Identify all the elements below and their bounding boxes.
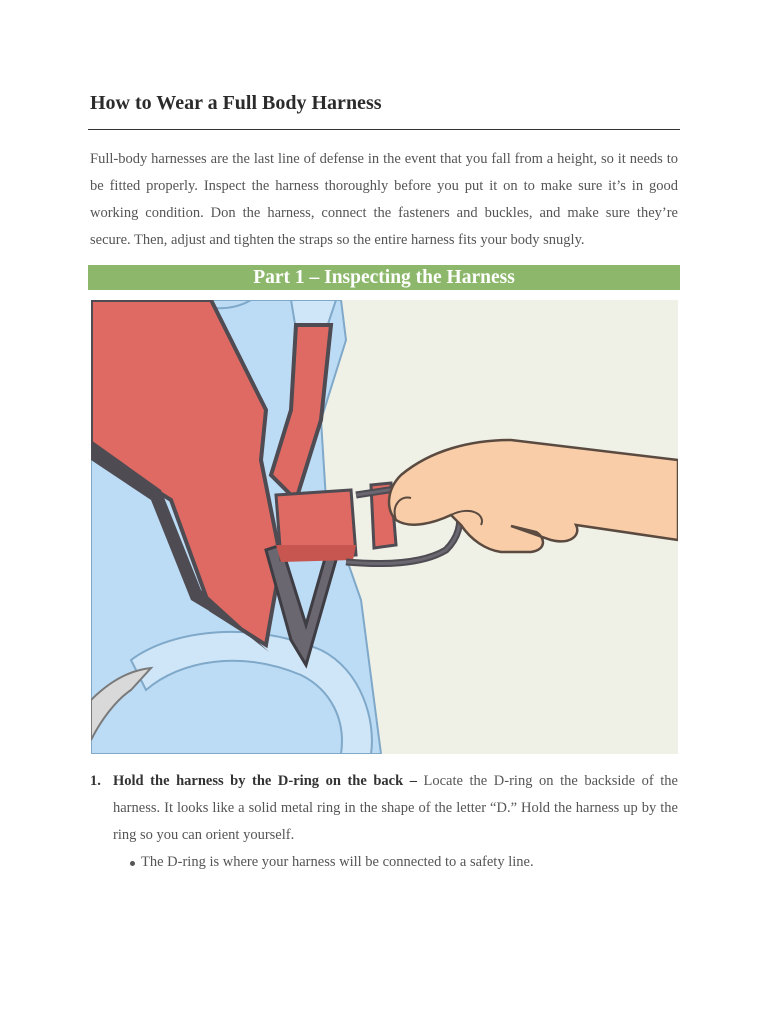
step-number: 1.	[90, 773, 101, 789]
intro-paragraph: Full-body harnesses are the last line of defense in the event that you fall from a height, so it needs to be fitted properly. Inspect the harness thoroughly before you put it on to make sure it’s in good working condition. Don the harness, connect the fasteners and buckles, and make sure they’re secure. Then, adjust and tighten the straps so the entire harness fits your body snugly.	[90, 151, 678, 248]
step-bullets	[113, 849, 678, 876]
bullet-dot-icon	[130, 861, 135, 866]
step-heading: Hold the harness by the D-ring on the back –	[113, 773, 417, 789]
section-heading: Part 1 – Inspecting the Harness	[253, 266, 515, 288]
bullet-item	[113, 849, 678, 876]
steps-list	[90, 768, 678, 876]
section-header-bar	[88, 265, 680, 290]
step-text: Locate the D-ring on the backside of the harness. It looks like a solid metal ring in the shape of the letter “D.” Hold the harness up by the ring so you can orient yourself.	[113, 773, 678, 843]
step-item	[90, 768, 678, 876]
article-title: How to Wear a Full Body Harness	[90, 92, 382, 114]
title-divider	[88, 129, 680, 130]
bullet-text: The D-ring is where your harness will be connected to a safety line.	[141, 854, 534, 870]
harness-illustration	[91, 300, 678, 754]
harness-drawing	[91, 300, 678, 754]
